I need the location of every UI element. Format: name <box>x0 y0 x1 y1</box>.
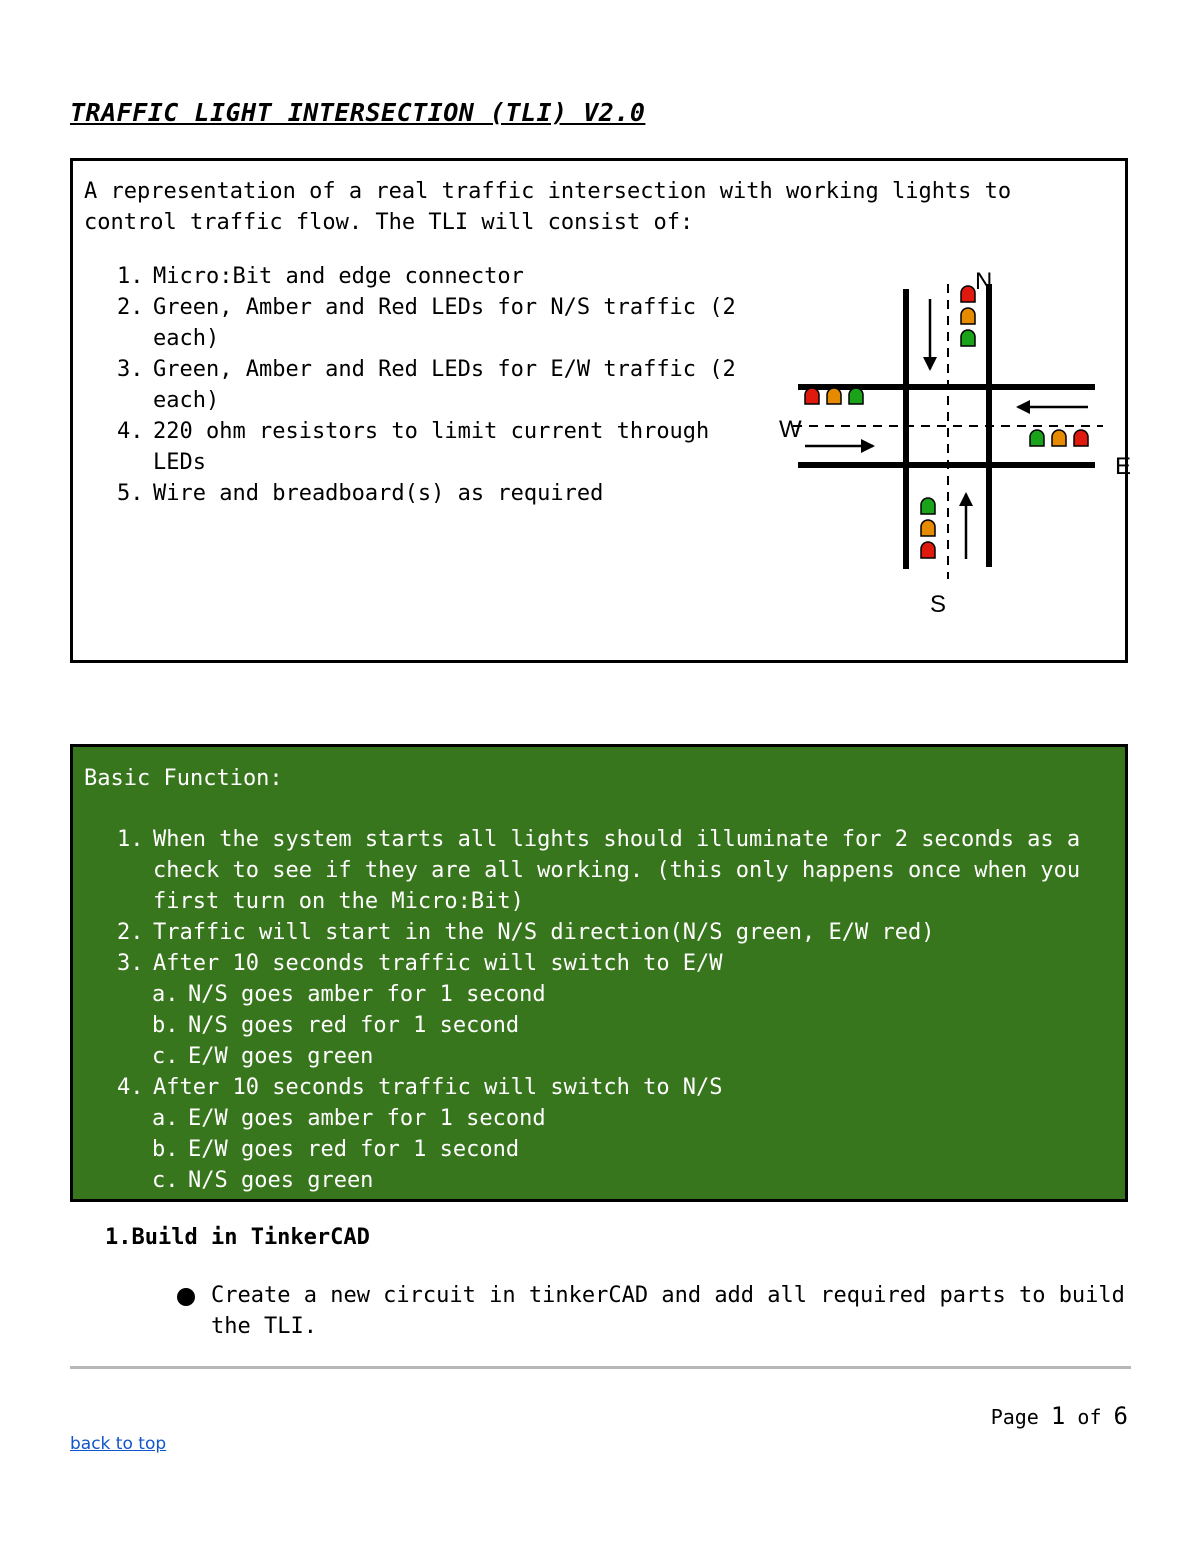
sub-list <box>117 1103 1117 1196</box>
list-item: 3. Green, Amber and Red LEDs for E/W traffic (2 each) <box>117 357 736 413</box>
north-green-led <box>961 330 975 346</box>
label-north: N <box>975 269 993 295</box>
south-green-led <box>921 498 935 514</box>
west-green-led <box>849 388 863 404</box>
page-title: TRAFFIC LIGHT INTERSECTION (TLI) V2.0 <box>70 98 646 127</box>
page-prefix: Page <box>990 1405 1039 1429</box>
list-item: 5. Wire and breadboard(s) as required <box>117 481 604 506</box>
list-item: 1. When the system starts all lights should illuminate for 2 seconds as a check to see if they are all working. (this only happens once when you first turn on the Micro:Bit) <box>117 827 1081 914</box>
north-traffic-light <box>961 286 975 346</box>
sub-list <box>117 979 1117 1072</box>
south-red-led <box>921 542 935 558</box>
bullet-icon <box>177 1288 195 1306</box>
south-traffic-light <box>921 498 935 558</box>
sub-list-container <box>117 979 1117 1072</box>
list-item: 4. 220 ohm resistors to limit current through LEDs <box>117 419 710 475</box>
intersection-diagram <box>773 269 1133 629</box>
sub-list-container <box>117 1103 1117 1196</box>
west-red-led <box>805 388 819 404</box>
list-item: c. E/W goes green <box>152 1044 374 1069</box>
north-amber-led <box>961 308 975 324</box>
list-item: 2. Traffic will start in the N/S direction(N/S green, E/W red) <box>117 920 935 945</box>
list-item: c. N/S goes green <box>152 1168 374 1193</box>
basic-function-heading: Basic Function: <box>84 766 283 791</box>
list-item: a. E/W goes amber for 1 second <box>152 1106 546 1131</box>
label-south: S <box>930 591 947 618</box>
bullet-text: Create a new circuit in tinkerCAD and add all required parts to build the TLI. <box>211 1283 1125 1339</box>
list-item: b. E/W goes red for 1 second <box>152 1137 520 1162</box>
page-current: 1 <box>1050 1402 1066 1430</box>
list-item: 3. After 10 seconds traffic will switch to E/W <box>117 951 723 976</box>
page-of: of <box>1077 1405 1102 1429</box>
west-amber-led <box>827 388 841 404</box>
east-green-led <box>1030 430 1044 446</box>
list-item: a. N/S goes amber for 1 second <box>152 982 546 1007</box>
intro-box <box>70 158 1132 663</box>
page-total: 6 <box>1113 1402 1128 1430</box>
intro-text: A representation of a real traffic intersection with working lights to control traffic flow. The TLI will consist of: <box>84 179 1012 235</box>
footer-divider <box>70 1366 1131 1369</box>
east-red-led <box>1074 430 1088 446</box>
list-item: b. N/S goes red for 1 second <box>152 1013 520 1038</box>
north-red-led <box>961 286 975 302</box>
back-to-top-link[interactable]: back to top <box>70 1434 167 1454</box>
component-list <box>117 261 757 509</box>
page-number <box>991 1402 1128 1430</box>
south-amber-led <box>921 520 935 536</box>
list-item: 4. After 10 seconds traffic will switch to N/S <box>117 1075 723 1100</box>
west-traffic-light <box>805 388 863 404</box>
east-amber-led <box>1052 430 1066 446</box>
basic-function-box <box>70 744 1128 1202</box>
label-west: W <box>779 416 802 443</box>
list-item: 1. Micro:Bit and edge connector <box>117 264 524 289</box>
function-steps <box>117 824 1117 1196</box>
east-traffic-light <box>1030 430 1088 446</box>
label-east: E <box>1115 453 1132 480</box>
list-item: 2. Green, Amber and Red LEDs for N/S traffic (2 each) <box>117 295 736 351</box>
bullet-item <box>177 1280 1127 1342</box>
section-heading: 1.Build in TinkerCAD <box>105 1225 370 1250</box>
